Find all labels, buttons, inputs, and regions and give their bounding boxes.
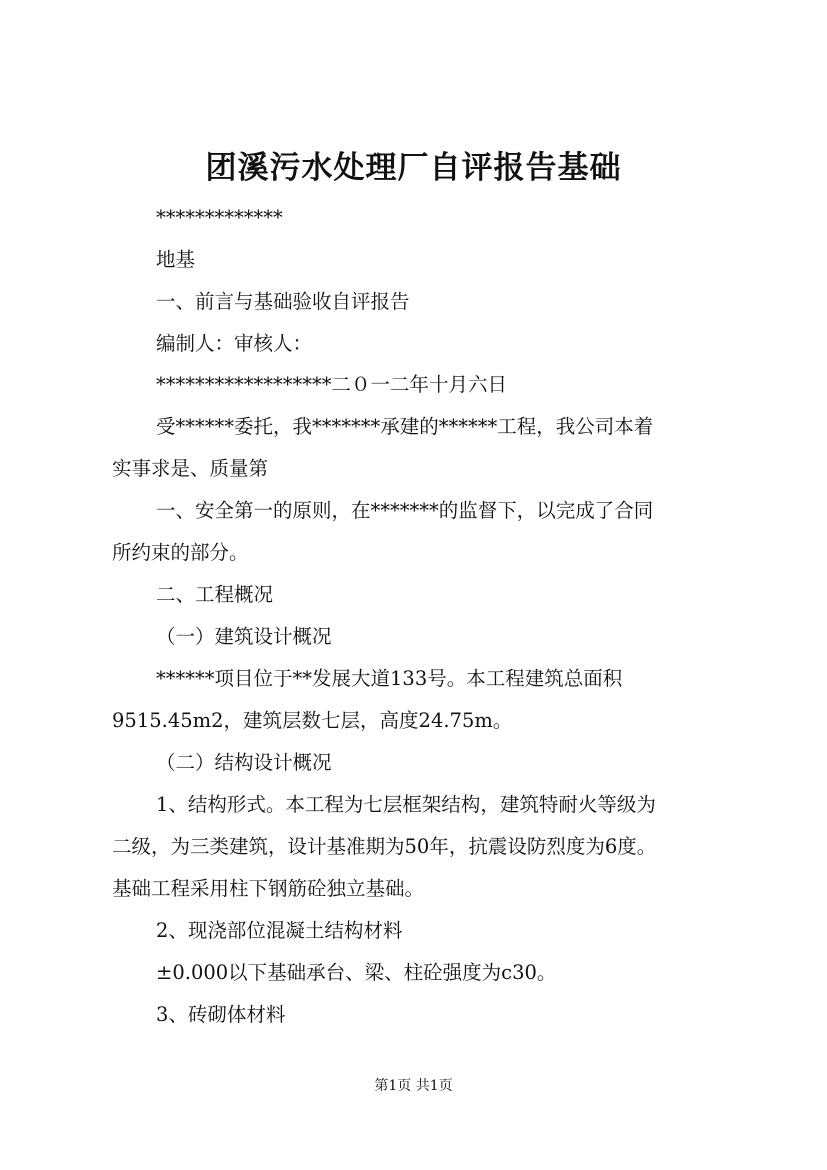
paragraph-safety-cont: 所约束的部分。 (112, 541, 249, 564)
subsection-heading-architecture: （一）建筑设计概况 (156, 625, 332, 648)
paragraph-structure-form: 1、结构形式。本工程为七层框架结构，建筑特耐火等级为 (156, 793, 656, 816)
paragraph-safety: 一、安全第一的原则，在*******的监督下，以完成了合同 (156, 499, 654, 522)
paragraph-structure-form-cont: 二级，为三类建筑，设计基准期为50年，抗震设防烈度为6度。 (112, 835, 657, 858)
paragraph-editor-reviewer: 编制人：审核人： (156, 332, 313, 355)
paragraph-commission-cont: 实事求是、质量第 (112, 457, 269, 480)
subsection-heading-structure: （二）结构设计概况 (156, 751, 332, 774)
document-title: 团溪污水处理厂自评报告基础 (205, 150, 622, 186)
paragraph-commission: 受******委托，我*******承建的******工程，我公司本着 (156, 415, 654, 438)
paragraph-preface-heading: 一、前言与基础验收自评报告 (156, 290, 410, 313)
paragraph-concrete-strength: ±0.000以下基础承台、梁、柱砼强度为c30。 (156, 961, 557, 984)
paragraph-location: ******项目位于**发展大道133号。本工程建筑总面积 (156, 667, 623, 690)
paragraph-date: ******************二０一二年十月六日 (156, 373, 508, 396)
paragraph-location-cont: 9515.45m2，建筑层数七层，高度24.75m。 (112, 709, 513, 732)
paragraph-foundation: 地基 (156, 248, 196, 271)
paragraph-concrete-material: 2、现浇部位混凝土结构材料 (156, 919, 403, 942)
paragraph-structure-form-cont2: 基础工程采用柱下钢筋砼独立基础。 (112, 877, 425, 900)
section-heading-overview: 二、工程概况 (156, 583, 274, 606)
paragraph-masonry-material: 3、砖砌体材料 (156, 1003, 286, 1026)
page-footer: 第1页 共1页 (374, 1078, 453, 1094)
paragraph-asterisks: ************* (156, 206, 283, 229)
